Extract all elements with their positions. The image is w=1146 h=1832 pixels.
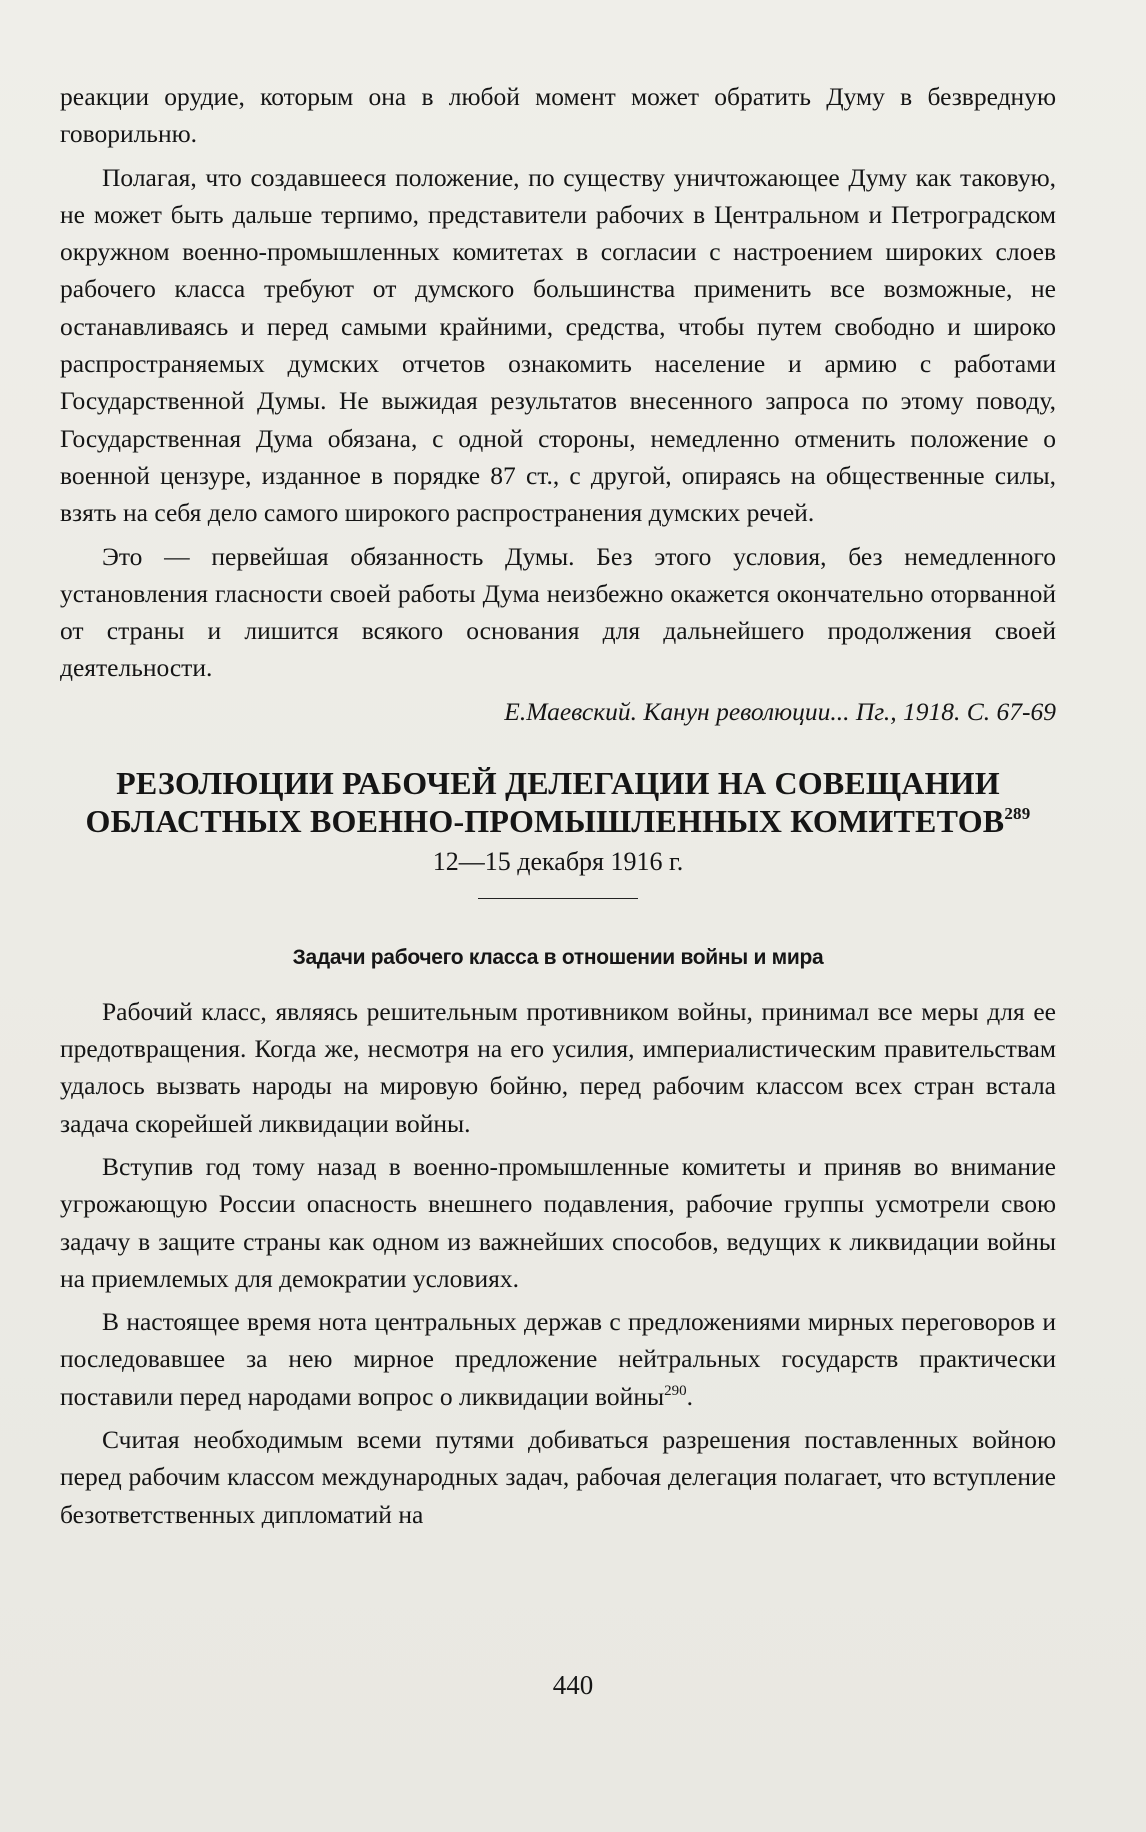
paragraph-working-class: Рабочий класс, являясь решительным противником войны, принимал все меры для ее предотвращения. Когда же, несмотря на его усилия, империалистическим правительствам удалось вызвать народы на мировую бойню, перед рабочим классом всех стран встала задача скорейшей ликвидации войны. — [60, 996, 1056, 1138]
paragraph-peace-note-text: В настоящее время нота центральных держав с предложениями мирных переговоров и последовавшее за нею мирное предложение нейтральных государств практически поставили перед народами вопрос о ликвидации войны — [60, 1307, 1056, 1411]
footnote-marker-290: 290 — [664, 1382, 687, 1399]
document-title — [60, 764, 1056, 840]
document-title-text: РЕЗОЛЮЦИИ РАБОЧЕЙ ДЕЛЕГАЦИИ НА СОВЕЩАНИИ ОБЛАСТНЫХ ВОЕННО-ПРОМЫШЛЕННЫХ КОМИТЕТОВ — [85, 764, 1005, 839]
source-citation: Е.Маевский. Канун революции... Пг., 1918. С. 67-69 — [504, 696, 1056, 726]
paragraph-continuation: реакции орудие, которым она в любой момент может обратить Думу в безвредную говорильню. — [60, 82, 1056, 149]
paragraph-peace-note — [60, 1303, 1056, 1415]
divider-rule — [478, 898, 638, 899]
paragraph-peace-note-tail: . — [686, 1381, 693, 1411]
paragraph-committees: Вступив год тому назад в военно-промышленные комитеты и приняв во внимание угрожающую России опасность внешнего подавления, рабочие группы усмотрели свою задачу в защите страны как одном из важнейших способов, ведущих к ликвидации войны на приемлемых для демократии условиях. — [60, 1151, 1056, 1293]
section-title: Задачи рабочего класса в отношении войны и мира — [292, 945, 824, 969]
paragraph-delegation: Считая необходимым всеми путями добиваться разрешения поставленных войною перед рабочим классом международных задач, рабочая делегация полагает, что вступление безответственных дипломатий на — [60, 1425, 1056, 1529]
paragraph-first-duty: Это — первейшая обязанность Думы. Без этого условия, без немедленного установления гласности своей работы Дума неизбежно окажется окончательно оторванной от страны и лишится всякого основания для дальнейшего продолжения своей деятельности. — [60, 541, 1056, 683]
paragraph-demands: Полагая, что создавшееся положение, по существу уничтожающее Думу как таковую, не может быть дальше терпимо, представители рабочих в Центральном и Петроградском окружном военно-промышленных комитетах в согласии с настроением широких слоев рабочего класса требуют от думского большинства применить все возможные, не останавливаясь и перед самыми крайними, средства, чтобы путем свободно и широко распространяемых думских отчетов ознакомить население и армию с работами Государственной Думы. Не выжидая результатов внесенного запроса по этому поводу, Государственная Дума обязана, с одной стороны, немедленно отменить положение о военной цензуре, изданное в порядке 87 ст., с другой, опираясь на общественные силы, взять на себя дело самого широкого распространения думских речей. — [60, 162, 1056, 528]
title-footnote-marker: 289 — [1004, 803, 1031, 823]
text-column — [60, 78, 1056, 1533]
document-date: 12—15 декабря 1916 г. — [432, 846, 684, 876]
page-number: 440 — [552, 1670, 594, 1700]
